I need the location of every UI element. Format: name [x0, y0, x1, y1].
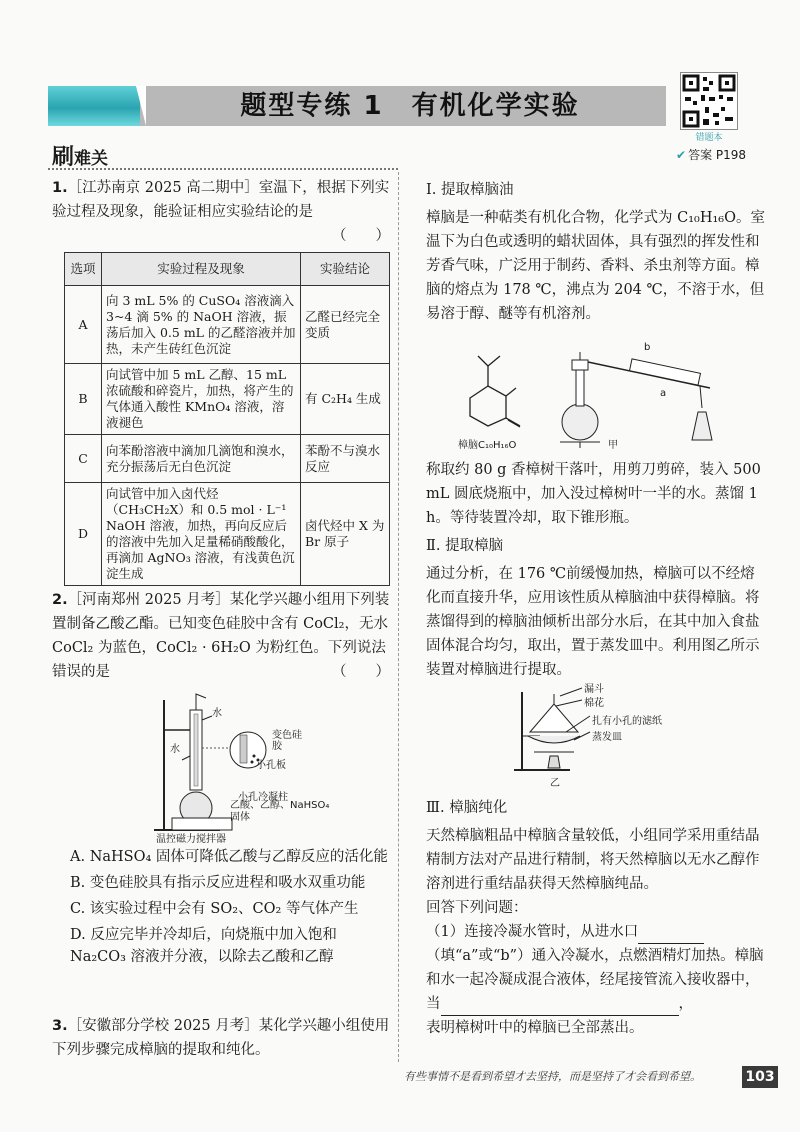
table-cell: 卤代烃中 X 为 Br 原子 [301, 483, 390, 586]
question-1: 1.［江苏南京 2025 高二期中］室温下，根据下列实验过程及现象，能验证相应实验结论的是 （ ） [52, 180, 390, 244]
qr-caption: 错题本 [695, 133, 723, 143]
sublimation-figure [510, 684, 710, 789]
qr-code[interactable] [680, 72, 738, 130]
answer-reference: ✔ 答案 P198 [676, 148, 747, 162]
table-cell: 有 C₂H₄ 生成 [301, 364, 390, 435]
part-1-procedure: 称取约 80 g 香樟树干落叶，用剪刀剪碎，装入 500 mL 圆底烧瓶中，加入没过樟树叶一半的水。蒸馏 1 h。等待装置冷却，取下锥形瓶。 [426, 462, 761, 526]
part-1-title: Ⅰ. 提取樟脑油 [426, 182, 514, 198]
label-port-a: a [660, 388, 667, 399]
table-cell: 向试管中加入卤代烃（CH₃CH₂X）和 0.5 mol · L⁻¹ NaOH 溶液，加热，再向反应后的溶液中先加入足量稀硝酸酸化，再滴加 AgNO₃ 溶液，有浅黄色沉淀生成 [102, 483, 301, 586]
label-flask-contents: 乙酸、乙醇、NaHSO₄固体 [230, 800, 330, 823]
label-water-out: 水 [212, 708, 222, 719]
part-2 [426, 534, 766, 682]
option-d: D. 反应完毕并冷却后，向烧瓶中加入饱和 Na₂CO₃ 溶液并分液，以除去乙酸和乙醇 [70, 927, 337, 965]
answer-blank-1[interactable] [638, 943, 704, 944]
footer-motto: 有些事情不是看到希望才去坚持，而是坚持了才会看到希望。 [404, 1070, 701, 1083]
option-a: A. NaHSO₄ 固体可降低乙酸与乙醇反应的活化能 [70, 849, 388, 865]
part-3-title: Ⅲ. 樟脑纯化 [426, 800, 508, 816]
part-2-title: Ⅱ. 提取樟脑 [426, 538, 504, 554]
table-row [65, 483, 390, 586]
table-cell: 向苯酚溶液中滴加几滴饱和溴水，充分振荡后无白色沉淀 [102, 435, 301, 483]
table-cell: B [65, 364, 102, 435]
check-icon: ✔ [676, 148, 687, 162]
label-figure-jia: 甲 [608, 440, 618, 451]
section-divider [48, 168, 398, 170]
option-b: B. 变色硅胶具有指示反应进程和吸水双重功能 [70, 875, 366, 891]
column-header: 实验结论 [301, 253, 390, 286]
label-port-b: b [644, 342, 651, 353]
sub-question-1: （1）连接冷凝水管时，从进水口（填“a”或“b”）通入冷凝水，点燃酒精灯加热。樟脑和水一起冷凝成混合液体，经尾接管流入接收器中，当 ， 表明樟树叶中的樟脑已全部蒸出。 [426, 924, 764, 1036]
label-funnel: 漏斗 [584, 684, 604, 695]
table-cell: 乙醛已经完全变质 [301, 286, 390, 364]
table-cell: D [65, 483, 102, 586]
table-cell: 向 3 mL 5% 的 CuSO₄ 溶液滴入 3~4 滴 5% 的 NaOH 溶液，振荡后加入 0.5 mL 的乙醛溶液并加热，未产生砖红色沉淀 [102, 286, 301, 364]
label-silica-gel: 变色硅胶 [272, 730, 302, 752]
question-3: 3.［安徽部分学校 2025 月考］某化学兴趣小组使用下列步骤完成樟脑的提取和纯化。 [52, 1018, 390, 1058]
label-cotton: 棉花 [584, 698, 604, 709]
column-header: 实验过程及现象 [102, 253, 301, 286]
label-filter-paper: 扎有小孔的滤纸 [592, 716, 662, 727]
label-evaporating-dish: 蒸发皿 [592, 732, 622, 743]
page-number: 103 [742, 1066, 778, 1088]
header-accent [48, 86, 140, 126]
table-cell: 向试管中加 5 mL 乙醇、15 mL 浓硫酸和碎瓷片，加热，将产生的气体通入酸性 KMnO₄ 溶液，溶液褪色 [102, 364, 301, 435]
camphor-and-distillation-diagram [430, 330, 760, 450]
part-1-text: 樟脑是一种萜类有机化合物，化学式为 C₁₀H₁₆O。室温下为白色或透明的蜡状固体，具有强烈的挥发性和芳香气味，广泛用于制药、香料、杀虫剂等方面。樟脑的熔点为 178 ℃，沸点为 204 ℃，不溶于水，但易溶于醇、醚等有机溶剂。 [426, 210, 765, 322]
column-header: 选项 [65, 253, 102, 286]
label-perforated-plate: 小孔板 [256, 760, 286, 771]
distillation-figure [430, 330, 760, 450]
option-c: C. 该实验过程中会有 SO₂、CO₂ 等气体产生 [70, 901, 359, 917]
part-3-text: 天然樟脑粗品中樟脑含量较低，小组同学采用重结晶精制方法对产品进行精制，将天然樟脑以无水乙醇作溶剂进行重结晶获得天然樟脑纯品。 [426, 828, 760, 892]
table-cell: C [65, 435, 102, 483]
table-row [65, 435, 390, 483]
table-header-row [65, 253, 390, 286]
table-row [65, 286, 390, 364]
part-3 [426, 796, 766, 1040]
table-cell: A [65, 286, 102, 364]
part-2-text: 通过分析，在 176 ℃前缓慢加热，樟脑可以不经熔化而直接升华，应用该性质从樟脑油中获得樟脑。将蒸馏得到的樟脑油倾析出部分水后，在其中加入食盐固体混合均匀，取出，置于蒸发皿中。利用图乙所示装置对樟脑进行提取。 [426, 566, 760, 678]
label-water-in: 水 [170, 744, 180, 755]
q2-options [70, 846, 390, 968]
reflux-apparatus-figure [150, 690, 340, 845]
question-2: 2.［河南郑州 2025 月考］某化学兴趣小组用下列装置制备乙酸乙酯。已知变色硅胶中含有 CoCl₂，无水 CoCl₂ 为蓝色，CoCl₂ · 6H₂O 为粉红色。下列说法错误的是 （ ） [52, 592, 390, 680]
page-title: 题型专练 1 有机化学实验 [240, 91, 580, 121]
label-figure-yi: 乙 [550, 778, 560, 789]
table-row [65, 364, 390, 435]
label-condenser-column: 小孔冷凝柱 [238, 792, 288, 803]
table-cell: 苯酚不与溴水反应 [301, 435, 390, 483]
label-stirrer: 温控磁力搅拌器 [156, 834, 226, 845]
section-label: 刷难关 [52, 145, 109, 170]
question-1-table [64, 252, 390, 586]
label-camphor: 樟脑C₁₀H₁₆O [458, 440, 517, 451]
answer-prompt: 回答下列问题： [426, 900, 528, 916]
part-1 [426, 178, 766, 326]
column-separator [398, 172, 399, 1062]
